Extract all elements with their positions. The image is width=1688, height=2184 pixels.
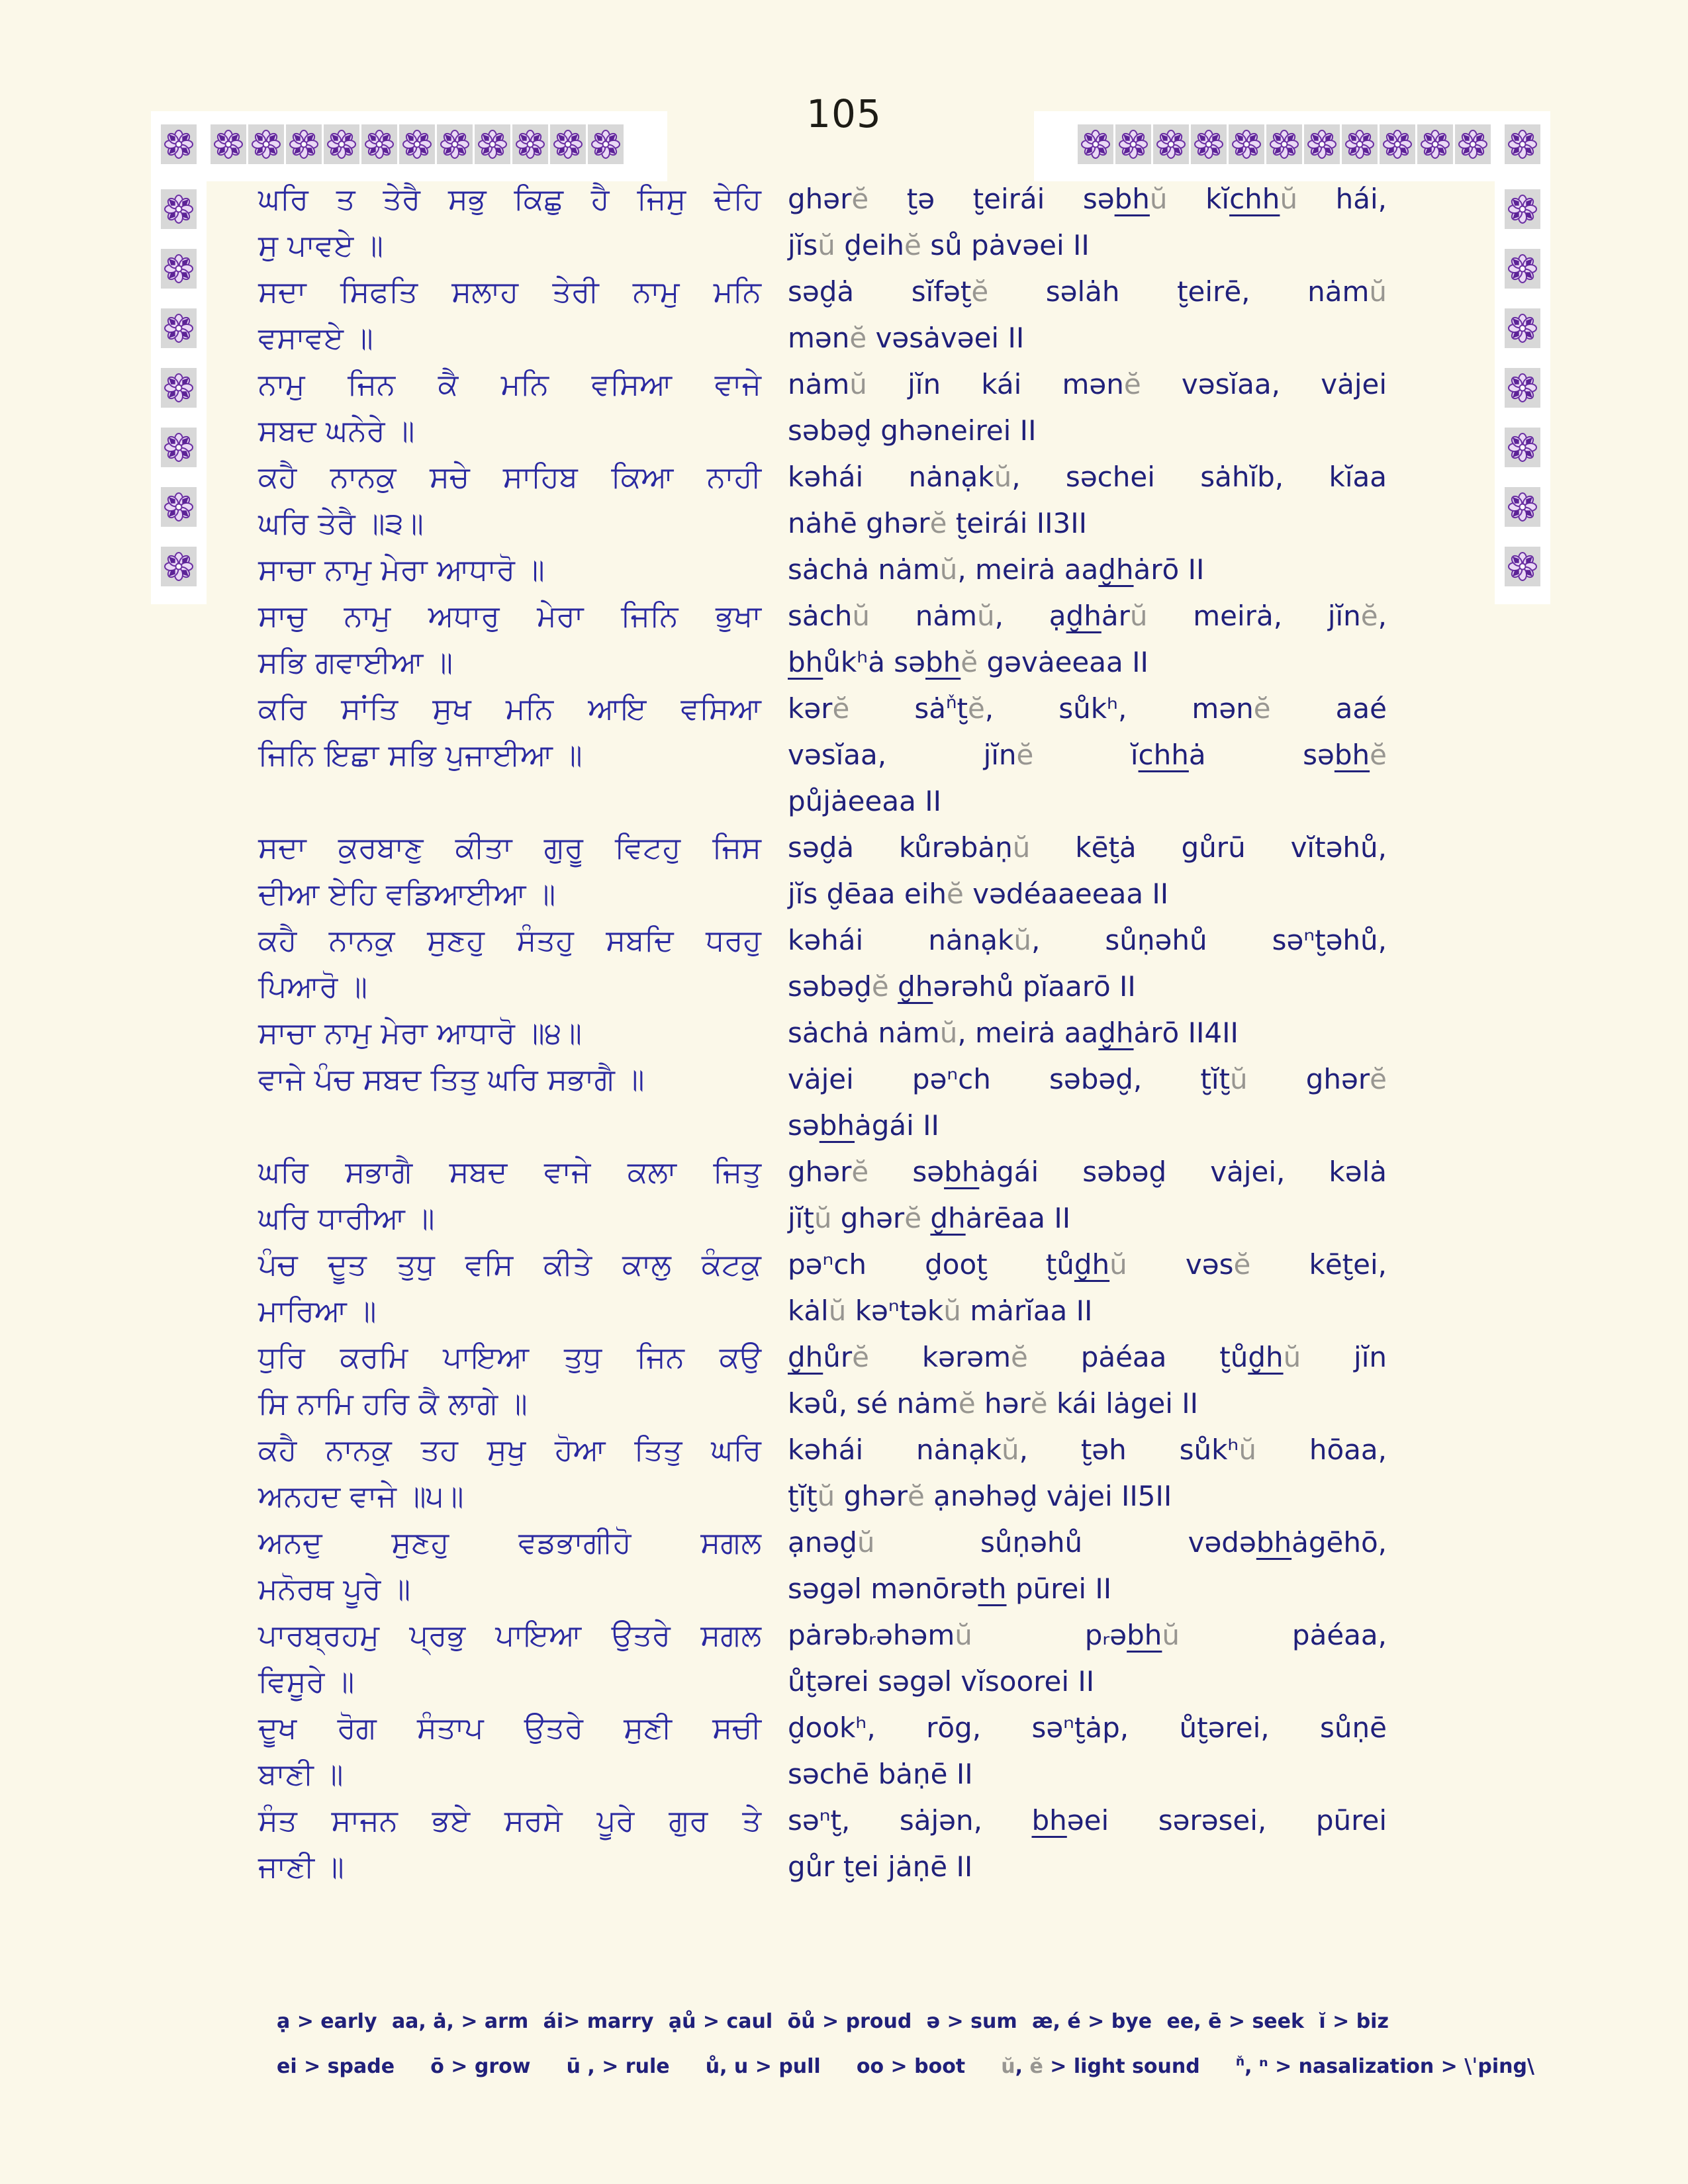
transliteration-line: vəsĭaa, jĭnĕ ĭchhȧ səbhĕ xyxy=(788,739,1387,771)
verse-row xyxy=(258,686,1387,825)
gurmukhi-line: ਦੀਆ ਏਹਿ ਵਡਿਆਈਆ ॥ xyxy=(258,876,556,911)
transliteration-verse xyxy=(788,1010,1387,1056)
transliteration-line: səgəl mənōrəth pūrei II xyxy=(788,1572,1112,1605)
transliteration-line: jĭs d̮ēaa eihĕ vədéaaeeaa II xyxy=(788,878,1169,910)
flower-ornament-cell xyxy=(1380,124,1415,164)
legend-item: ee, ē > seek xyxy=(1166,2010,1304,2033)
transliteration-line: ůt̮ərei səgəl vĭsoorei II xyxy=(788,1665,1095,1698)
transliteration-line: sȧchȧ nȧmŭ, meirȧ aad̮hȧrō II xyxy=(788,553,1205,586)
ornament-vertical-strip xyxy=(1505,189,1540,586)
pronunciation-guide xyxy=(277,2011,1541,2078)
flower-icon xyxy=(164,552,193,581)
gurmukhi-verse xyxy=(258,361,761,454)
gurmukhi-verse xyxy=(258,1242,761,1334)
legend-item: aa, ȧ, > arm xyxy=(391,2010,529,2033)
flower-ornament-cell xyxy=(550,124,586,164)
flower-ornament-cell xyxy=(1266,124,1302,164)
gurmukhi-line: ਘਰਿ ਸਭਾਗੈ ਸਬਦ ਵਾਜੇ ਕਲਾ ਜਿਤੁ xyxy=(258,1154,761,1189)
transliteration-line: ghərĕ səbhȧgái səbəd̮ vȧjei, kəlȧ xyxy=(788,1156,1387,1188)
transliteration-verse xyxy=(788,1427,1387,1520)
gurmukhi-line: ਨਾਮੁ ਜਿਨ ਕੈ ਮਨਿ ਵਸਿਆ ਵਾਜੇ xyxy=(258,367,761,402)
transliteration-line: ạnəd̮ŭ sůṇəhů vədəbhȧgēhō, xyxy=(788,1526,1387,1559)
flower-ornament-cell xyxy=(161,428,197,467)
verse-row xyxy=(258,917,1387,1010)
pronunciation-guide-row-1 xyxy=(277,2011,1389,2033)
flower-icon xyxy=(402,130,432,159)
flower-icon xyxy=(440,130,469,159)
flower-icon xyxy=(164,433,193,462)
flower-ornament-cell xyxy=(475,124,510,164)
legend-item: $^ň$, ⁿ > nasalization > \ˈping\ xyxy=(1235,2055,1534,2078)
verse-row xyxy=(258,1427,1387,1520)
transliteration-verse xyxy=(788,269,1387,361)
legend-item: oo > boot xyxy=(856,2055,966,2078)
transliteration-line: kȧlŭ kəⁿtəkŭ mȧrĭaa II xyxy=(788,1295,1093,1327)
legend-item: ạů > caul xyxy=(668,2010,773,2033)
flower-ornament-cell xyxy=(512,124,548,164)
gurmukhi-verse xyxy=(258,825,761,917)
flower-icon xyxy=(327,130,356,159)
legend-item: ə > sum xyxy=(926,2010,1017,2033)
gurmukhi-line: ਕਰਿ ਸਾਂਤਿ ਸੁਖ ਮਨਿ ਆਇ ਵਸਿਆ xyxy=(258,691,761,726)
legend-item: ĭ > biz xyxy=(1319,2010,1389,2033)
flower-ornament-cell xyxy=(1342,124,1378,164)
transliteration-line: kəů, sé nȧmĕ hərĕ kái lȧgei II xyxy=(788,1387,1198,1420)
legend-item: æ, é > bye xyxy=(1032,2010,1152,2033)
flower-icon xyxy=(1508,314,1537,343)
gurmukhi-line: ਜਿਨਿ ਇਛਾ ਸਭਿ ਪੁਜਾਈਆ ॥ xyxy=(258,737,583,772)
transliteration-line: ghərĕ t̮ə t̮eirái səbhŭ kĭchhŭ hái, xyxy=(788,183,1387,215)
gurmukhi-line: ਬਾਣੀ ॥ xyxy=(258,1756,344,1792)
flower-ornament-cell xyxy=(161,124,197,164)
verse-row xyxy=(258,176,1387,269)
transliteration-verse xyxy=(788,1520,1387,1612)
gurmukhi-line: ਪੰਚ ਦੂਤ ਤੁਧੁ ਵਸਿ ਕੀਤੇ ਕਾਲੁ ਕੰਟਕੁ xyxy=(258,1247,761,1282)
gurmukhi-line: ਸਾਚੁ ਨਾਮੁ ਅਧਾਰੁ ਮੇਰਾ ਜਿਨਿ ਭੁਖਾ xyxy=(258,598,761,633)
gurmukhi-verse xyxy=(258,547,761,593)
transliteration-line: səbəd̮ĕ d̮hərəhů pĭaarō II xyxy=(788,970,1136,1003)
flower-icon xyxy=(1508,552,1537,581)
flower-icon xyxy=(1119,130,1148,159)
gurmukhi-verse xyxy=(258,917,761,1010)
legend-item: ái> marry xyxy=(543,2010,654,2033)
verse-row xyxy=(258,1242,1387,1334)
gurmukhi-verse xyxy=(258,593,761,686)
gurmukhi-line: ਦੂਖ ਰੋਗ ਸੰਤਾਪ ਉਤਰੇ ਸੁਣੀ ਸਚੀ xyxy=(258,1710,761,1745)
flower-ornament-cell xyxy=(161,547,197,586)
gurmukhi-verse xyxy=(258,1149,761,1242)
flower-icon xyxy=(164,314,193,343)
gurmukhi-line: ਪਾਰਬ੍ਰਹਮੁ ਪ੍ਰਭੁ ਪਾਇਆ ਉਤਰੇ ਸਗਲ xyxy=(258,1617,761,1653)
flower-icon xyxy=(1458,130,1487,159)
transliteration-verse xyxy=(788,1612,1387,1705)
flower-ornament-cell xyxy=(1455,124,1491,164)
transliteration-line: pȧrəbᵣəhəmŭ pᵣəbhŭ pȧéaa, xyxy=(788,1619,1387,1651)
verse-row xyxy=(258,547,1387,593)
transliteration-line: půjȧeeaa II xyxy=(788,785,941,817)
legend-item: ū , > rule xyxy=(566,2055,670,2078)
flower-ornament-cell xyxy=(1505,428,1540,467)
gurmukhi-line: ਜਾਣੀ ॥ xyxy=(258,1849,344,1884)
verse-row xyxy=(258,454,1387,547)
flower-ornament-cell xyxy=(437,124,473,164)
transliteration-verse xyxy=(788,361,1387,454)
flower-ornament-cell xyxy=(1505,189,1540,229)
legend-item: ů, u > pull xyxy=(705,2055,821,2078)
gurmukhi-verse xyxy=(258,1056,761,1103)
transliteration-line: pəⁿch d̮oot̮ t̮ůd̮hŭ vəsĕ kēt̮ei, xyxy=(788,1248,1387,1281)
flower-ornament-cell xyxy=(248,124,284,164)
ornament-corner xyxy=(1505,124,1540,164)
gurmukhi-line: ਸਦਾ ਸਿਫਤਿ ਸਲਾਹ ਤੇਰੀ ਨਾਮੁ ਮਨਿ xyxy=(258,274,761,309)
transliteration-verse xyxy=(788,593,1387,686)
flower-ornament-cell xyxy=(324,124,359,164)
transliteration-verse xyxy=(788,454,1387,547)
gurmukhi-line: ਘਰਿ ਤ ਤੇਰੈ ਸਭੁ ਕਿਛੁ ਹੈ ਜਿਸੁ ਦੇਹਿ xyxy=(258,181,761,216)
verse-row xyxy=(258,825,1387,917)
ornament-horizontal-strip xyxy=(211,124,624,164)
gurmukhi-line: ਕਹੈ ਨਾਨਕੁ ਸੁਣਹੁ ਸੰਤਹੁ ਸਬਦਿ ਧਰਹੁ xyxy=(258,923,761,958)
gurmukhi-verse xyxy=(258,1010,761,1056)
flower-icon xyxy=(289,130,318,159)
transliteration-line: kəhái nȧnạkŭ, sůṇəhů səⁿt̮əhů, xyxy=(788,924,1387,956)
transliteration-verse xyxy=(788,686,1387,825)
flower-icon xyxy=(1307,130,1336,159)
gurmukhi-verse xyxy=(258,686,761,778)
flower-icon xyxy=(1508,433,1537,462)
flower-icon xyxy=(214,130,243,159)
transliteration-verse xyxy=(788,917,1387,1010)
flower-ornament-cell xyxy=(1505,249,1540,289)
gurmukhi-line: ਸੁ ਪਾਵਏ ॥ xyxy=(258,228,383,263)
verse-row xyxy=(258,1149,1387,1242)
gurmukhi-line: ਪਿਆਰੋ ॥ xyxy=(258,969,368,1004)
gurmukhi-line: ਧੁਰਿ ਕਰਮਿ ਪਾਇਆ ਤੁਧੁ ਜਿਨ ਕਉ xyxy=(258,1340,761,1375)
transliteration-line: t̮ĭt̮ŭ ghərĕ ạnəhəd̮ vȧjei II5II xyxy=(788,1480,1172,1512)
gurmukhi-line: ਮਾਰਿਆ ॥ xyxy=(258,1293,377,1328)
flower-ornament-cell xyxy=(161,189,197,229)
gurmukhi-verse xyxy=(258,269,761,361)
transliteration-line: səbhȧgái II xyxy=(788,1109,939,1142)
transliteration-line: mənĕ vəsȧvəei II xyxy=(788,322,1025,354)
gurmukhi-verse xyxy=(258,1520,761,1612)
flower-ornament-cell xyxy=(1505,487,1540,527)
flower-ornament-cell xyxy=(1191,124,1227,164)
gurmukhi-line: ਸਭਿ ਗਵਾਈਆ ॥ xyxy=(258,645,453,680)
flower-icon xyxy=(1081,130,1110,159)
flower-ornament-cell xyxy=(1229,124,1264,164)
flower-icon xyxy=(1508,373,1537,402)
flower-icon xyxy=(553,130,583,159)
verse-row xyxy=(258,269,1387,361)
transliteration-line: səbəd̮ ghəneirei II xyxy=(788,414,1037,447)
verse-row xyxy=(258,593,1387,686)
transliteration-line: nȧmŭ jĭn kái mənĕ vəsĭaa, vȧjei xyxy=(788,368,1387,400)
ornament-horizontal-strip xyxy=(1078,124,1491,164)
gurmukhi-line: ਘਰਿ ਧਾਰੀਆ ॥ xyxy=(258,1201,435,1236)
transliteration-verse xyxy=(788,176,1387,269)
verse-row xyxy=(258,1334,1387,1427)
gurmukhi-line: ਮਨੋਰਥ ਪੂਰੇ ॥ xyxy=(258,1571,411,1606)
verse-row xyxy=(258,1705,1387,1797)
flower-icon xyxy=(1156,130,1186,159)
transliteration-line: nȧhē ghərĕ t̮eirái II3II xyxy=(788,507,1088,539)
transliteration-verse xyxy=(788,1242,1387,1334)
verse-row xyxy=(258,1612,1387,1705)
gurmukhi-line: ਵਸਾਵਏ ॥ xyxy=(258,320,373,355)
verse-row xyxy=(258,1520,1387,1612)
flower-ornament-cell xyxy=(1505,124,1540,164)
flower-icon xyxy=(164,373,193,402)
flower-ornament-cell xyxy=(1078,124,1113,164)
flower-icon xyxy=(164,492,193,522)
flower-icon xyxy=(1421,130,1450,159)
transliteration-verse xyxy=(788,1056,1387,1149)
gurmukhi-verse xyxy=(258,1797,761,1890)
transliteration-line: d̮ookʰ, rōg, səⁿt̮ȧp, ůt̮ərei, sůṇē xyxy=(788,1711,1387,1744)
flower-ornament-cell xyxy=(1505,547,1540,586)
transliteration-line: vȧjei pəⁿch səbəd̮, t̮ĭt̮ŭ ghərĕ xyxy=(788,1063,1387,1095)
flower-ornament-cell xyxy=(161,308,197,348)
transliteration-line: səd̮ȧ kůrəbȧṇŭ kēt̮ȧ gůrū vĭtəhů, xyxy=(788,831,1387,864)
transliteration-verse xyxy=(788,1334,1387,1427)
flower-icon xyxy=(1383,130,1412,159)
gurmukhi-line: ਕਹੈ ਨਾਨਕੁ ਸਚੇ ਸਾਹਿਬ ਕਿਆ ਨਾਹੀ xyxy=(258,459,761,494)
transliteration-line: sȧchŭ nȧmŭ, ạd̮hȧrŭ meirȧ, jĭnĕ, xyxy=(788,600,1387,632)
flower-icon xyxy=(1270,130,1299,159)
flower-ornament-cell xyxy=(1505,308,1540,348)
flower-ornament-cell xyxy=(161,368,197,408)
flower-icon xyxy=(1508,130,1537,159)
flower-ornament-cell xyxy=(1505,368,1540,408)
flower-ornament-cell xyxy=(1304,124,1340,164)
flower-icon xyxy=(164,254,193,283)
gurmukhi-line: ਵਿਸੂਰੇ ॥ xyxy=(258,1664,355,1699)
gurmukhi-verse xyxy=(258,454,761,547)
gurmukhi-line: ਸੰਤ ਸਾਜਨ ਭਏ ਸਰਸੇ ਪੂਰੇ ਗੁਰ ਤੇ xyxy=(258,1803,761,1838)
flower-ornament-cell xyxy=(286,124,322,164)
transliteration-line: kərĕ $sȧ^ňt̮ĕ$, sůkʰ, mənĕ aaé xyxy=(788,692,1387,725)
verse-row xyxy=(258,361,1387,454)
transliteration-line: jĭsŭ d̮eihĕ sů pȧvəei II xyxy=(788,229,1090,261)
flower-ornament-cell xyxy=(1153,124,1189,164)
flower-icon xyxy=(365,130,394,159)
flower-ornament-cell xyxy=(399,124,435,164)
transliteration-line: bhůkʰȧ səbhĕ gəvȧeeaa II xyxy=(788,646,1149,678)
flower-icon xyxy=(1508,254,1537,283)
page-number: 105 xyxy=(806,91,882,136)
gurmukhi-line: ਸਾਚਾ ਨਾਮੁ ਮੇਰਾ ਆਧਾਰੋ ॥ xyxy=(258,552,545,587)
legend-item: ei > spade xyxy=(277,2055,395,2078)
ornament-vertical-strip xyxy=(161,189,197,586)
gurmukhi-line: ਵਾਜੇ ਪੰਚ ਸਬਦ ਤਿਤੁ ਘਰਿ ਸਭਾਗੈ ॥ xyxy=(258,1062,645,1097)
legend-item: ŭ, ĕ > light sound xyxy=(1001,2055,1200,2078)
transliteration-line: sȧchȧ nȧmŭ, meirȧ aad̮hȧrō II4II xyxy=(788,1017,1239,1049)
legend-item: ōů > proud xyxy=(787,2010,912,2033)
transliteration-line: jĭt̮ŭ ghərĕ d̮hȧrēaa II xyxy=(788,1202,1071,1234)
transliteration-line: d̮hůrĕ kərəmĕ pȧéaa t̮ůd̮hŭ jĭn xyxy=(788,1341,1387,1373)
flower-ornament-cell xyxy=(588,124,624,164)
flower-icon xyxy=(252,130,281,159)
flower-icon xyxy=(478,130,507,159)
transliteration-line: səd̮ȧ sĭfət̮ĕ səlȧh t̮eirē, nȧmŭ xyxy=(788,275,1387,308)
gurmukhi-verse xyxy=(258,1427,761,1520)
gurmukhi-line: ਅਨਦੁ ਸੁਣਹੁ ਵਡਭਾਗੀਹੋ ਸਗਲ xyxy=(258,1525,761,1560)
flower-ornament-cell xyxy=(1115,124,1151,164)
transliteration-verse xyxy=(788,1705,1387,1797)
verse-columns xyxy=(258,176,1387,1890)
gurmukhi-line: ਸਾਚਾ ਨਾਮੁ ਮੇਰਾ ਆਧਾਰੋ ॥੪॥ xyxy=(258,1015,582,1050)
verse-row xyxy=(258,1056,1387,1149)
transliteration-verse xyxy=(788,547,1387,593)
gurmukhi-verse xyxy=(258,1334,761,1427)
legend-item: ō > grow xyxy=(430,2055,531,2078)
legend-item: ạ > early xyxy=(277,2010,377,2033)
gurmukhi-line: ਸਿ ਨਾਮਿ ਹਰਿ ਕੈ ਲਾਗੇ ॥ xyxy=(258,1386,528,1421)
gurmukhi-line: ਕਹੈ ਨਾਨਕੁ ਤਹ ਸੁਖੁ ਹੋਆ ਤਿਤੁ ਘਰਿ xyxy=(258,1432,761,1467)
gurmukhi-verse xyxy=(258,1612,761,1705)
transliteration-line: səchē bȧṇē II xyxy=(788,1758,973,1790)
transliteration-verse xyxy=(788,1149,1387,1242)
flower-ornament-cell xyxy=(361,124,397,164)
gurmukhi-line: ਸਬਦ ਘਨੇਰੇ ॥ xyxy=(258,413,415,448)
pronunciation-guide-row-2 xyxy=(277,2056,1534,2078)
transliteration-line: gůr t̮ei jȧṇē II xyxy=(788,1850,973,1883)
transliteration-line: kəhái nȧnạkŭ, səchei sȧhĭb, kĭaa xyxy=(788,461,1387,493)
gurmukhi-line: ਸਦਾ ਕੁਰਬਾਣੁ ਕੀਤਾ ਗੁਰੂ ਵਿਟਹੁ ਜਿਸ xyxy=(258,830,761,865)
flower-icon xyxy=(164,130,193,159)
flower-ornament-cell xyxy=(1417,124,1453,164)
verse-row xyxy=(258,1010,1387,1056)
flower-ornament-cell xyxy=(161,487,197,527)
flower-icon xyxy=(1508,195,1537,224)
gurmukhi-line: ਅਨਹਦ ਵਾਜੇ ॥੫॥ xyxy=(258,1479,464,1514)
gurmukhi-verse xyxy=(258,1705,761,1797)
flower-icon xyxy=(1508,492,1537,522)
flower-icon xyxy=(1232,130,1261,159)
ornament-corner xyxy=(161,124,197,164)
flower-icon xyxy=(516,130,545,159)
flower-ornament-cell xyxy=(211,124,246,164)
flower-icon xyxy=(1194,130,1223,159)
transliteration-line: kəhái nȧnạkŭ, t̮əh sůkʰŭ hōaa, xyxy=(788,1433,1387,1466)
transliteration-verse xyxy=(788,1797,1387,1890)
flower-icon xyxy=(1345,130,1374,159)
flower-icon xyxy=(164,195,193,224)
transliteration-verse xyxy=(788,825,1387,917)
transliteration-line: səⁿt̮, sȧjən, bhəei sərəsei, pūrei xyxy=(788,1804,1387,1837)
flower-ornament-cell xyxy=(161,249,197,289)
gurmukhi-line: ਘਰਿ ਤੇਰੈ ॥੩॥ xyxy=(258,506,424,541)
verse-row xyxy=(258,1797,1387,1890)
flower-icon xyxy=(591,130,620,159)
gurmukhi-verse xyxy=(258,176,761,269)
